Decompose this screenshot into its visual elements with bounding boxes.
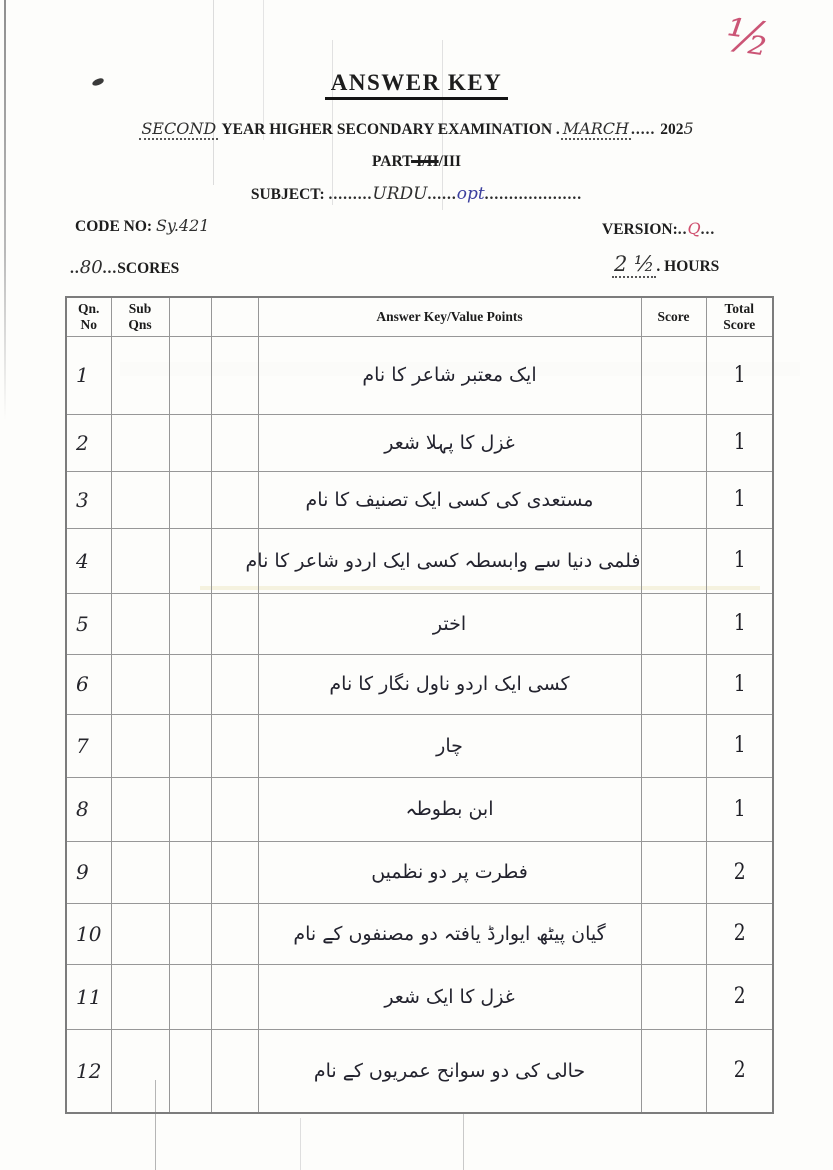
dots: . bbox=[656, 258, 665, 275]
scores-handwritten: 80 bbox=[79, 257, 103, 278]
answer-text: گیان پیٹھ ایوارڈ یافتہ دو مصنفوں کے نام bbox=[293, 922, 606, 945]
score-cell bbox=[641, 964, 706, 1029]
qn-number: 1 bbox=[76, 363, 89, 387]
total-score-value: 2 bbox=[733, 984, 746, 1009]
header-empty-cell bbox=[211, 297, 258, 336]
qn-number: 7 bbox=[76, 733, 89, 758]
score-cell bbox=[641, 471, 706, 528]
exam-printed-text: YEAR HIGHER SECONDARY EXAMINATION bbox=[218, 121, 556, 138]
score-cell bbox=[641, 654, 706, 714]
answer-text: فطرت پر دو نظمیں bbox=[371, 861, 528, 883]
dots: .................... bbox=[484, 186, 583, 203]
answer-key-table bbox=[65, 296, 774, 1114]
qn-number: 3 bbox=[76, 487, 89, 512]
sub-qns-cell bbox=[111, 714, 169, 777]
answer-text: غزل کا ایک شعر bbox=[384, 985, 515, 1008]
table-row bbox=[66, 654, 773, 714]
table-row bbox=[66, 593, 773, 654]
hours-label: HOURS bbox=[664, 258, 720, 275]
part-struck-options: -I/II bbox=[411, 153, 439, 170]
subject-handwritten: URDU bbox=[372, 184, 428, 204]
qn-number: 12 bbox=[76, 1058, 102, 1083]
table-row bbox=[66, 777, 773, 841]
header-answer-key: Answer Key/Value Points bbox=[258, 297, 641, 336]
scores-label: SCORES bbox=[117, 260, 180, 277]
dots: ..... bbox=[630, 121, 661, 138]
qn-number: 10 bbox=[76, 921, 102, 946]
header-score: Score bbox=[641, 297, 706, 336]
table-row bbox=[66, 903, 773, 964]
header-qn-no: Qn. No bbox=[66, 297, 111, 336]
sub-qns-cell bbox=[111, 654, 169, 714]
dots: .. bbox=[70, 260, 80, 277]
score-cell bbox=[641, 336, 706, 414]
total-score-value: 1 bbox=[733, 487, 746, 512]
total-score-value: 2 bbox=[733, 921, 746, 946]
code-no-line bbox=[75, 216, 209, 236]
sub-qns-cell bbox=[111, 336, 169, 414]
score-cell bbox=[641, 528, 706, 593]
answer-text: فلمی دنیا سے وابسطہ کسی ایک اردو شاعر کا نام bbox=[245, 549, 641, 572]
answer-text: ایک معتبر شاعر کا نام bbox=[362, 364, 537, 386]
answer-text: مستعدی کی کسی ایک تصنیف کا نام bbox=[305, 488, 594, 511]
version-line bbox=[602, 219, 715, 239]
month-handwritten: MARCH bbox=[562, 119, 629, 138]
sub-qns-cell bbox=[111, 777, 169, 841]
total-score-value: 1 bbox=[733, 548, 746, 573]
header-sub-qns: Sub Qns bbox=[111, 297, 169, 336]
header-total-score: Total Score bbox=[706, 297, 773, 336]
page-title: ANSWER KEY bbox=[325, 70, 509, 100]
sub-qns-cell bbox=[111, 471, 169, 528]
table-row bbox=[66, 841, 773, 903]
header-empty-cell bbox=[169, 297, 211, 336]
table-row bbox=[66, 964, 773, 1029]
page-edge-shadow bbox=[4, 0, 6, 420]
score-cell bbox=[641, 414, 706, 471]
table-header-row bbox=[66, 297, 773, 336]
table-row bbox=[66, 1029, 773, 1113]
answer-text: کسی ایک اردو ناول نگار کا نام bbox=[329, 673, 570, 695]
qn-number: 8 bbox=[76, 797, 89, 821]
table-row bbox=[66, 528, 773, 593]
version-label: VERSION: bbox=[602, 221, 678, 238]
dots: . bbox=[555, 121, 561, 138]
score-cell bbox=[641, 903, 706, 964]
subject-line bbox=[0, 184, 833, 204]
qn-number: 5 bbox=[76, 611, 89, 636]
total-score-value: 2 bbox=[733, 1058, 746, 1084]
subject-label: SUBJECT: bbox=[250, 186, 329, 203]
score-cell bbox=[641, 593, 706, 654]
answer-text: حالی کی دو سوانح عمریوں کے نام bbox=[313, 1059, 586, 1082]
score-cell bbox=[641, 777, 706, 841]
sub-qns-cell bbox=[111, 841, 169, 903]
total-score-value: 1 bbox=[733, 796, 746, 822]
total-score-value: 1 bbox=[733, 671, 746, 697]
qn-number: 11 bbox=[76, 984, 102, 1009]
sub-qns-cell bbox=[111, 1029, 169, 1113]
dots: .. bbox=[677, 221, 688, 238]
answer-text: اختر bbox=[432, 612, 467, 635]
total-score-value: 1 bbox=[733, 430, 746, 455]
scores-line bbox=[70, 257, 179, 278]
qn-number: 2 bbox=[76, 430, 89, 455]
score-cell bbox=[641, 714, 706, 777]
fold-crease bbox=[300, 1118, 301, 1170]
opt-handwritten: opt bbox=[456, 184, 485, 204]
hours-line bbox=[612, 252, 719, 276]
sub-qns-cell bbox=[111, 528, 169, 593]
score-cell bbox=[641, 841, 706, 903]
fold-crease bbox=[463, 1112, 464, 1170]
answer-text: ابن بطوطہ bbox=[405, 798, 494, 820]
table-row bbox=[66, 414, 773, 471]
dots: ......... bbox=[328, 186, 373, 203]
score-cell bbox=[641, 1029, 706, 1113]
total-score-value: 2 bbox=[733, 859, 746, 885]
hours-handwritten: 2 ½ bbox=[614, 252, 655, 276]
part-label: PART bbox=[371, 153, 412, 170]
qn-number: 4 bbox=[76, 548, 89, 573]
exam-title-line bbox=[0, 119, 833, 139]
qn-number: 6 bbox=[76, 672, 89, 696]
answer-text: غزل کا پہلا شعر bbox=[384, 431, 515, 454]
sub-qns-cell bbox=[111, 593, 169, 654]
sub-qns-cell bbox=[111, 964, 169, 1029]
dots: ...... bbox=[427, 186, 457, 203]
year-digit-handwritten: 5 bbox=[683, 119, 694, 138]
total-score-value: 1 bbox=[733, 733, 746, 758]
table-row bbox=[66, 714, 773, 777]
year-handwritten: SECOND bbox=[141, 119, 217, 138]
table-row bbox=[66, 336, 773, 414]
code-no-handwritten: Sy.421 bbox=[155, 216, 210, 235]
sub-qns-cell bbox=[111, 903, 169, 964]
dots: ... bbox=[700, 221, 716, 238]
code-no-label: CODE NO: bbox=[75, 218, 156, 235]
answer-text: چار bbox=[436, 734, 463, 757]
part-line bbox=[0, 153, 833, 171]
part-selected: /III bbox=[438, 153, 462, 170]
qn-number: 9 bbox=[76, 860, 89, 884]
grader-corner-mark: ½ bbox=[722, 7, 775, 67]
total-score-value: 1 bbox=[733, 611, 746, 636]
sub-qns-cell bbox=[111, 414, 169, 471]
version-handwritten: Q bbox=[687, 219, 701, 238]
year-printed: 202 bbox=[660, 121, 684, 138]
total-score-value: 1 bbox=[733, 362, 746, 388]
table-row bbox=[66, 471, 773, 528]
dots: ... bbox=[102, 260, 118, 277]
